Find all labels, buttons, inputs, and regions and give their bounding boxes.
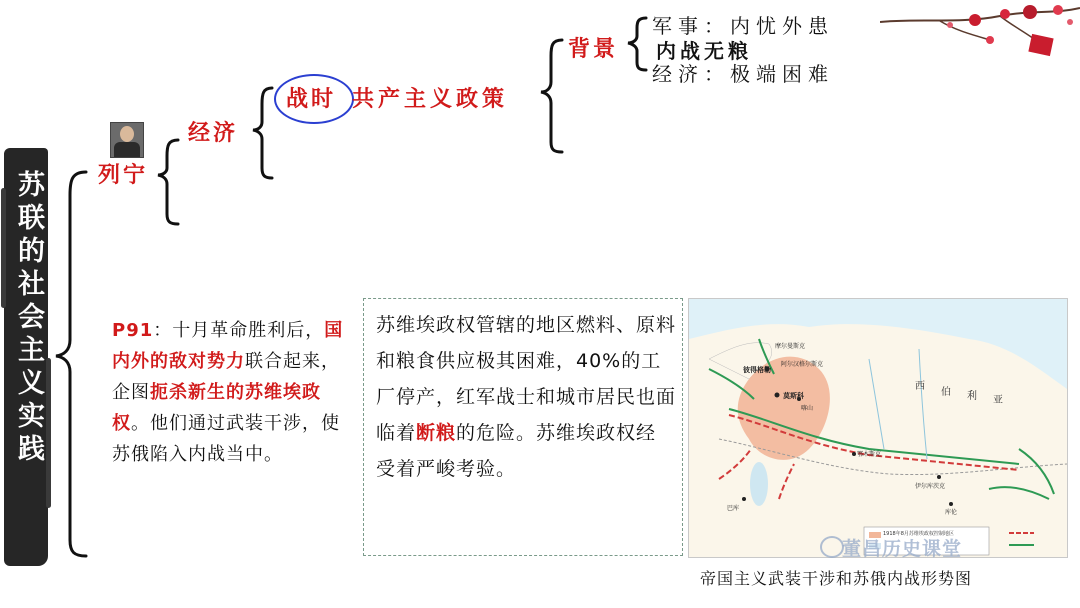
map-label-omsk: 鄂木斯克 xyxy=(857,451,882,458)
map-label-murmansk: 摩尔曼斯克 xyxy=(775,343,806,350)
p91-paragraph: P91：十月革命胜利后，国内外的敌对势力联合起来，企图扼杀新生的苏维埃政权。他们通过武装干涉，使苏俄陷入内战当中。 xyxy=(112,320,344,465)
civil-war-map xyxy=(688,298,1068,558)
watermark: 董昌历史课堂 xyxy=(842,538,963,560)
map-label-moscow: 莫斯科 xyxy=(783,392,804,400)
economy-label: 经济 xyxy=(188,121,239,146)
policy-name: 共产主义政策 xyxy=(352,87,509,112)
map-graphic xyxy=(689,299,1067,557)
quote-box xyxy=(363,298,683,556)
map-label-irkutsk: 伊尔库茨克 xyxy=(915,483,946,490)
hostile-forces-text: 国内外的敌对势力 xyxy=(112,320,344,372)
food-shortage-text: 断粮 xyxy=(416,422,457,444)
strangle-soviet-text: 扼杀新生的苏维埃政权 xyxy=(112,382,321,434)
map-label-siberia-3: 利 xyxy=(967,391,977,402)
map-label-petrograd: 彼得格勒 xyxy=(743,366,771,374)
military-item: 军事：内忧外患 xyxy=(652,14,834,38)
map-label-kazan: 喀山 xyxy=(801,405,814,412)
map-label-siberia-1: 西 xyxy=(915,381,925,392)
map-label-siberia-4: 亚 xyxy=(993,395,1003,406)
map-legend-text: 1918年8月苏维埃政权控制地区 xyxy=(883,531,954,537)
background-label: 背景 xyxy=(568,37,619,62)
map-caption: 帝国主义武装干涉和苏俄内战形势图 xyxy=(700,569,973,588)
lenin-portrait xyxy=(110,122,144,158)
quote-text: 苏维埃政权管辖的地区燃料、原料和粮食供应极其困难，40%的工厂停产，红军战士和城市居民也面临着断粮的危险。苏维埃政权经受着严峻考验。 xyxy=(376,314,677,480)
policy-circled-text: 战时 xyxy=(286,87,337,112)
map-label-arkhangelsk: 阿尔汉格尔斯克 xyxy=(781,361,824,368)
page-title: 苏联的社会主义实践 xyxy=(13,170,44,467)
p91-ref: P91 xyxy=(112,320,154,341)
map-label-kulun: 库伦 xyxy=(945,509,958,516)
map-label-siberia-2: 伯 xyxy=(941,387,951,398)
no-food-overlay: 内战无粮 xyxy=(656,39,752,63)
root-label: 列宁 xyxy=(98,163,149,188)
map-label-baku: 巴库 xyxy=(727,505,740,512)
economy-item: 经济：极端困难 xyxy=(652,62,834,86)
wechat-icon xyxy=(820,536,844,558)
